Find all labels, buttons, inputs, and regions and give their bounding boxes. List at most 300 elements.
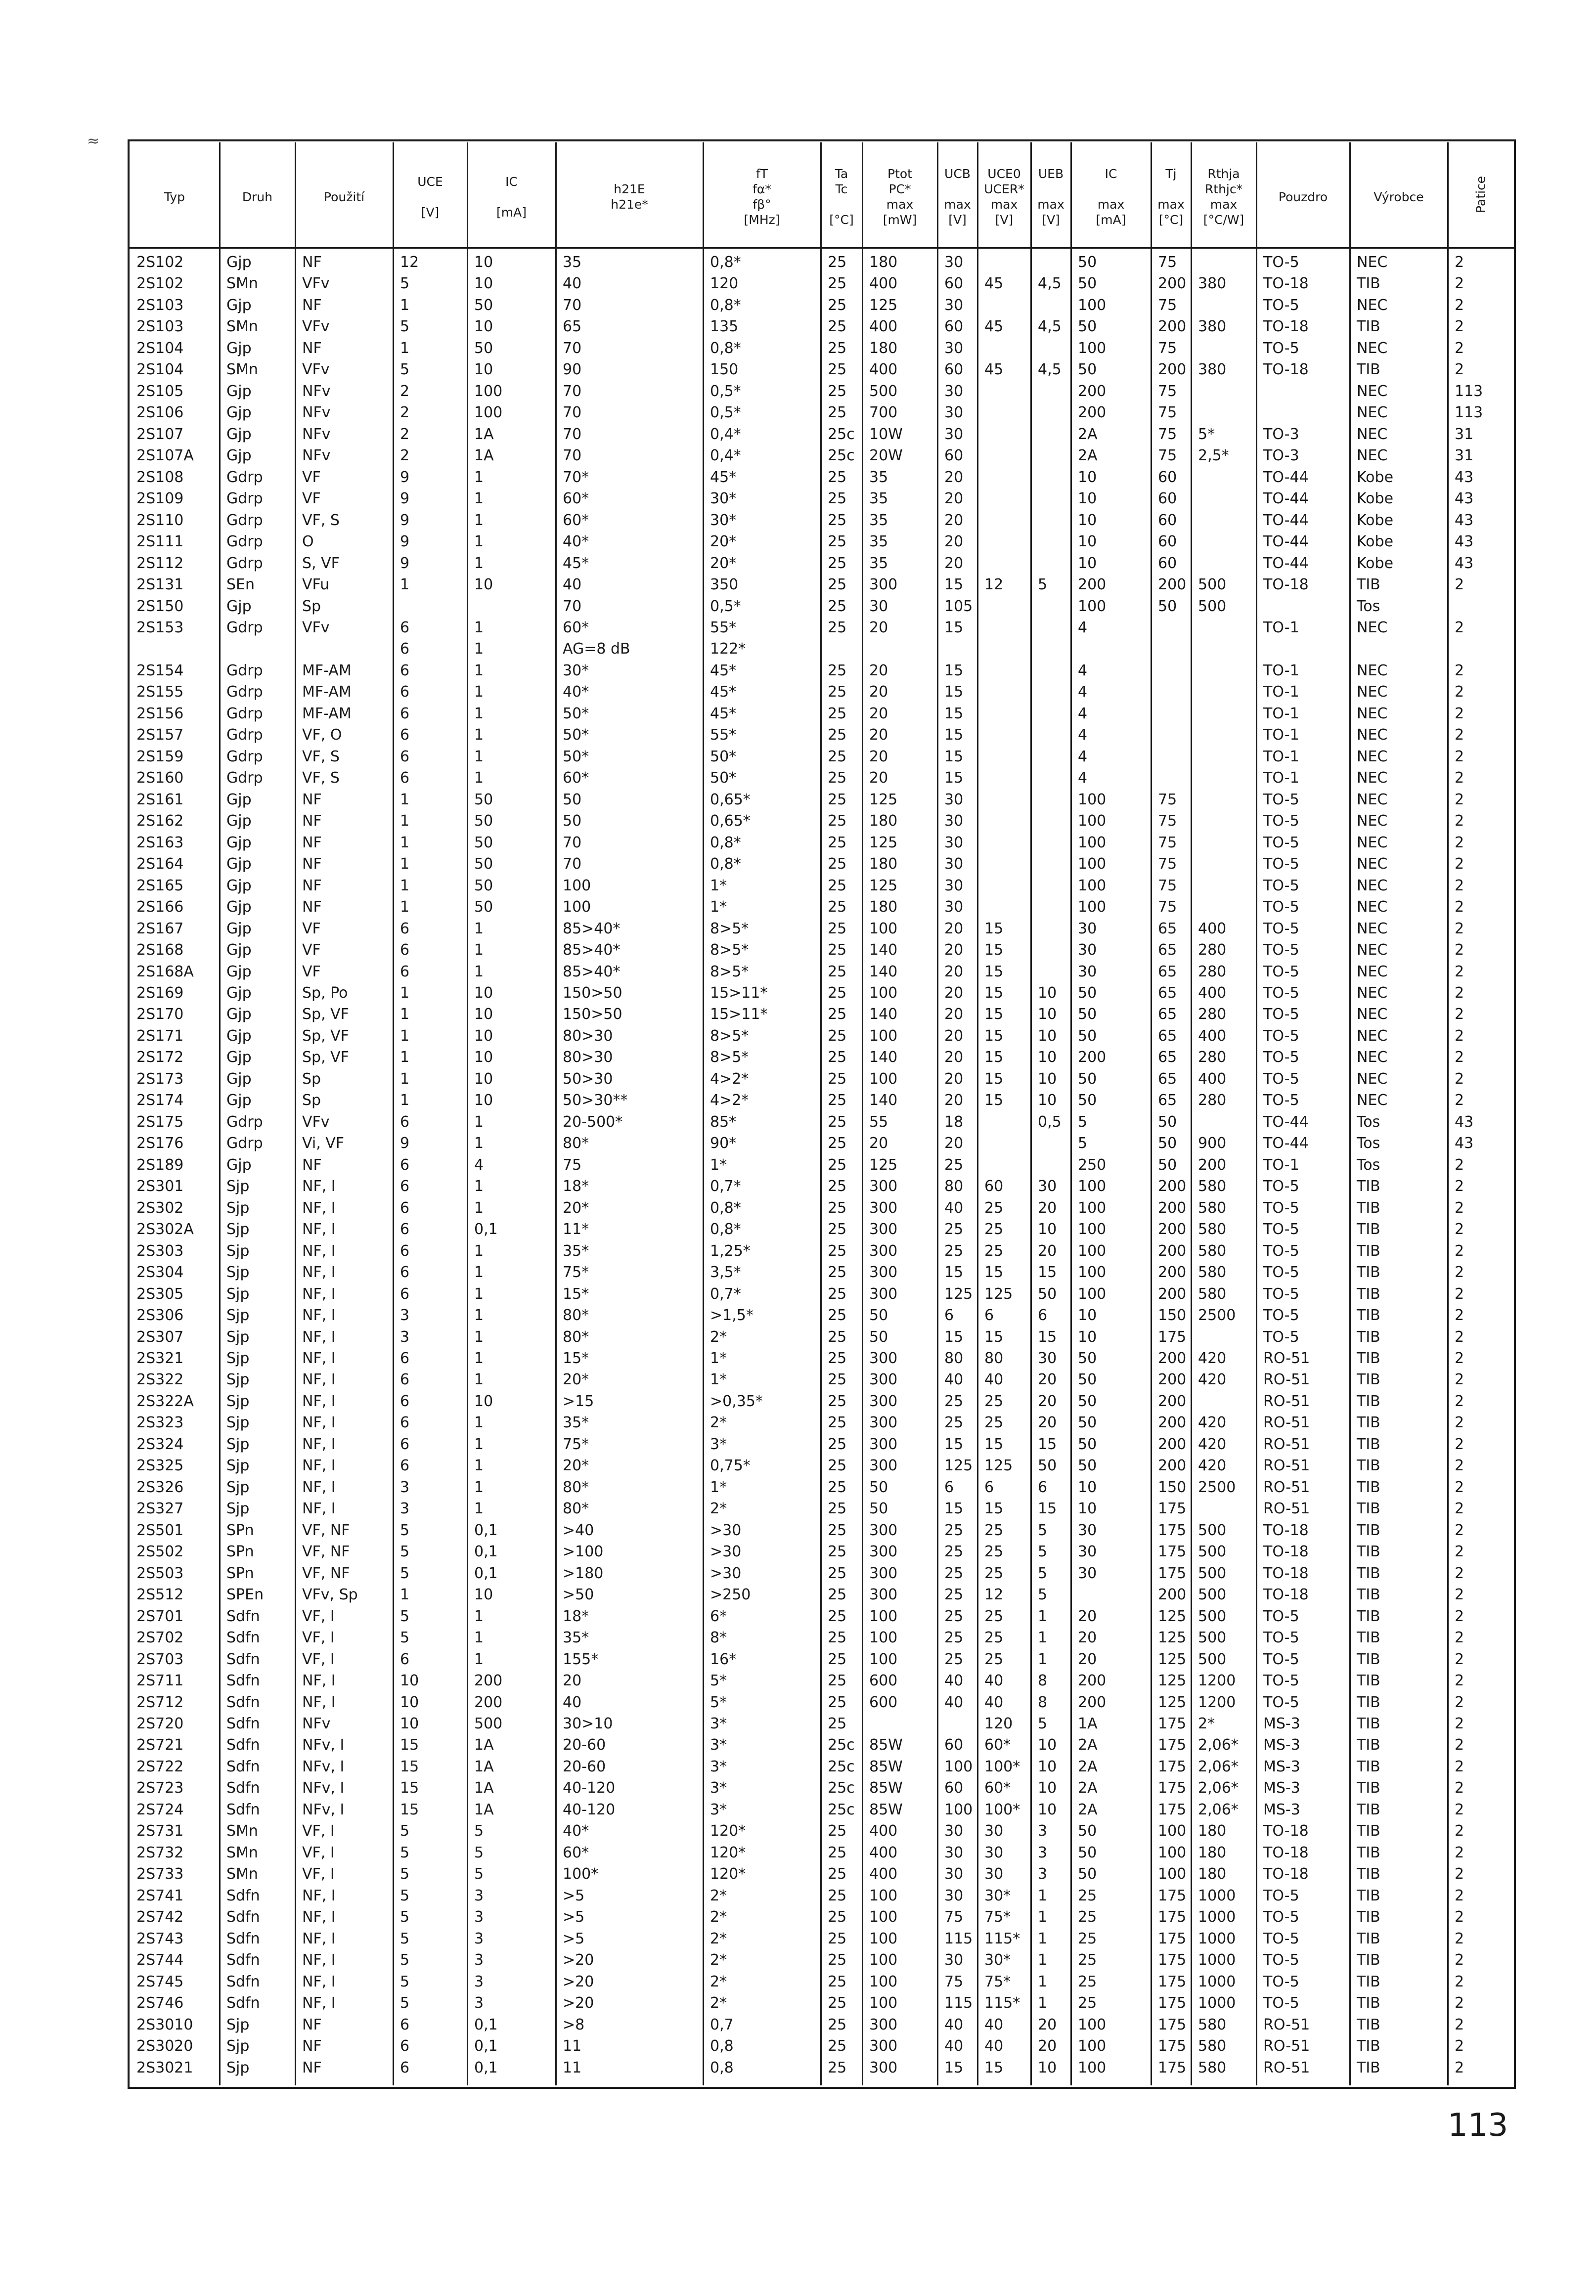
cell-patice: 2 <box>1455 1715 1464 1732</box>
cell-ic: 200 <box>474 1672 503 1690</box>
cell-ueb: 10 <box>1038 2059 1057 2076</box>
cell-ft: 1* <box>710 898 727 916</box>
cell-uce: 5 <box>400 1521 410 1539</box>
cell-ta: 25 <box>828 984 847 1002</box>
cell-ic: 1 <box>474 726 484 744</box>
cell-ta: 25 <box>828 1650 847 1668</box>
cell-icmax: 100 <box>1078 1285 1107 1303</box>
cell-rth: 400 <box>1198 1070 1227 1088</box>
cell-uce: 9 <box>400 490 410 508</box>
cell-pouziti: VFv <box>302 361 330 379</box>
cell-patice: 2 <box>1455 1178 1464 1195</box>
cell-tj: 200 <box>1158 318 1187 336</box>
cell-icmax: 100 <box>1078 791 1107 808</box>
cell-pouzdro: MS-3 <box>1263 1758 1300 1775</box>
cell-vyrobce: TIB <box>1357 1715 1380 1732</box>
cell-icmax: 250 <box>1078 1156 1107 1174</box>
cell-vyrobce: TIB <box>1357 1328 1380 1346</box>
cell-ic: 1 <box>474 490 484 508</box>
cell-druh: Gdrp <box>226 490 263 508</box>
cell-icmax: 10 <box>1078 1500 1097 1518</box>
cell-vyrobce: Tos <box>1357 1113 1380 1131</box>
cell-typ: 2S325 <box>136 1457 184 1475</box>
cell-pouziti: Sp, VF <box>302 1006 349 1023</box>
cell-uceo: 120 <box>984 1715 1013 1732</box>
cell-ic: 50 <box>474 812 493 830</box>
cell-h21: 50* <box>563 726 589 744</box>
cell-vyrobce: TIB <box>1357 1865 1380 1883</box>
cell-pouzdro: TO-5 <box>1263 920 1299 937</box>
cell-pouzdro: TO-44 <box>1263 490 1309 508</box>
cell-icmax: 200 <box>1078 1049 1107 1066</box>
cell-icmax: 4 <box>1078 726 1088 744</box>
cell-patice: 2 <box>1455 1521 1464 1539</box>
cell-h21: 20-60 <box>563 1736 606 1754</box>
cell-ptot: 100 <box>869 1951 898 1969</box>
cell-icmax: 200 <box>1078 576 1107 594</box>
cell-ic: 0,1 <box>474 1543 498 1561</box>
cell-ic: 3 <box>474 1887 484 1904</box>
cell-ic: 10 <box>474 1049 493 1066</box>
cell-tj: 50 <box>1158 1156 1177 1174</box>
cell-ucb: 18 <box>944 1113 964 1131</box>
cell-uce: 9 <box>400 468 410 486</box>
cell-ueb: 3 <box>1038 1865 1048 1883</box>
cell-patice: 2 <box>1455 339 1464 357</box>
column-header-pouziti: Použití <box>323 189 365 204</box>
cell-rth: 420 <box>1198 1414 1227 1432</box>
cell-icmax: 50 <box>1078 318 1097 336</box>
cell-typ: 2S155 <box>136 683 184 701</box>
cell-vyrobce: NEC <box>1357 1092 1388 1109</box>
cell-uce: 1 <box>400 296 410 314</box>
cell-ic: 100 <box>474 382 503 400</box>
column-rule <box>1030 142 1032 2085</box>
cell-uceo: 25 <box>984 1650 1004 1668</box>
cell-uce: 6 <box>400 1350 410 1367</box>
cell-pouziti: VF, S <box>302 748 340 765</box>
cell-patice: 2 <box>1455 683 1464 701</box>
cell-ta: 25 <box>828 1586 847 1604</box>
cell-druh: Gjp <box>226 339 252 357</box>
cell-typ: 2S167 <box>136 920 184 937</box>
cell-icmax: 2A <box>1078 1736 1098 1754</box>
cell-uceo: 15 <box>984 984 1004 1002</box>
cell-icmax: 25 <box>1078 1951 1097 1969</box>
cell-ft: 0,65* <box>710 791 751 808</box>
cell-ta: 25 <box>828 1629 847 1647</box>
cell-pouziti: NF, I <box>302 1908 336 1926</box>
cell-pouziti: VF, I <box>302 1607 335 1625</box>
cell-h21: 70 <box>563 339 582 357</box>
cell-ptot: 140 <box>869 1049 898 1066</box>
cell-pouziti: Sp, VF <box>302 1049 349 1066</box>
cell-rth: 500 <box>1198 1629 1227 1647</box>
cell-ucb: 20 <box>944 984 964 1002</box>
cell-pouzdro: TO-44 <box>1263 533 1309 551</box>
cell-ueb: 3 <box>1038 1844 1048 1861</box>
cell-ic: 10 <box>474 361 493 379</box>
cell-uceo: 60* <box>984 1779 1011 1797</box>
cell-vyrobce: NEC <box>1357 748 1388 765</box>
cell-ptot: 300 <box>869 1564 898 1582</box>
cell-ic: 1 <box>474 1264 484 1281</box>
cell-pouzdro: TO-5 <box>1263 1178 1299 1195</box>
cell-ptot: 400 <box>869 361 898 379</box>
cell-typ: 2S304 <box>136 1264 184 1281</box>
cell-uce: 6 <box>400 640 410 658</box>
cell-druh: Gjp <box>226 920 252 937</box>
cell-tj: 200 <box>1158 1221 1187 1238</box>
cell-uce: 5 <box>400 1951 410 1969</box>
cell-uce: 6 <box>400 941 410 959</box>
cell-ta: 25 <box>828 748 847 765</box>
cell-h21: 18* <box>563 1607 589 1625</box>
cell-h21: 20 <box>563 1672 582 1690</box>
column-rule <box>977 142 978 2085</box>
cell-rth: 280 <box>1198 1092 1227 1109</box>
cell-druh: Gjp <box>226 941 252 959</box>
cell-vyrobce: Tos <box>1357 597 1380 615</box>
cell-pouziti: NF <box>302 877 322 894</box>
cell-druh: Gjp <box>226 404 252 422</box>
cell-tj: 175 <box>1158 1951 1187 1969</box>
cell-ueb: 4,5 <box>1038 361 1062 379</box>
cell-uceo: 15 <box>984 1264 1004 1281</box>
cell-ft: 6* <box>710 1607 727 1625</box>
cell-ueb: 10 <box>1038 1092 1057 1109</box>
cell-ucb: 25 <box>944 1221 964 1238</box>
cell-h21: 11* <box>563 1221 589 1238</box>
cell-ft: 350 <box>710 576 739 594</box>
cell-pouzdro: TO-5 <box>1263 1328 1299 1346</box>
cell-uce: 3 <box>400 1478 410 1496</box>
cell-patice: 43 <box>1455 533 1474 551</box>
cell-pouziti: NF, I <box>302 1994 336 2012</box>
cell-icmax: 20 <box>1078 1607 1097 1625</box>
cell-ptot: 400 <box>869 1865 898 1883</box>
cell-tj: 100 <box>1158 1865 1187 1883</box>
cell-patice: 2 <box>1455 296 1464 314</box>
cell-uceo: 15 <box>984 1435 1004 1453</box>
cell-typ: 2S732 <box>136 1844 184 1861</box>
cell-ueb: 15 <box>1038 1435 1057 1453</box>
cell-vyrobce: TIB <box>1357 275 1380 293</box>
cell-uce: 6 <box>400 1392 410 1410</box>
cell-pouzdro: TO-5 <box>1263 941 1299 959</box>
cell-ucb: 25 <box>944 1586 964 1604</box>
cell-patice: 2 <box>1455 1607 1464 1625</box>
cell-icmax: 1A <box>1078 1715 1098 1732</box>
cell-patice: 2 <box>1455 1221 1464 1238</box>
column-header-uce: UCE [V] <box>417 174 443 220</box>
cell-ucb: 100 <box>944 1801 973 1818</box>
cell-patice: 113 <box>1455 382 1483 400</box>
cell-ta: 25 <box>828 791 847 808</box>
cell-pouziti: VFv <box>302 318 330 336</box>
cell-ft: 120* <box>710 1865 746 1883</box>
cell-uceo: 15 <box>984 1328 1004 1346</box>
cell-ft: 45* <box>710 662 737 679</box>
cell-pouziti: NF, I <box>302 1672 336 1690</box>
cell-ft: 2* <box>710 1930 727 1947</box>
cell-ueb: 15 <box>1038 1264 1057 1281</box>
cell-druh: Gjp <box>226 1027 252 1045</box>
cell-pouzdro: TO-5 <box>1263 984 1299 1002</box>
cell-ucb: 15 <box>944 2059 964 2076</box>
cell-ic: 5 <box>474 1822 484 1840</box>
cell-icmax: 10 <box>1078 1307 1097 1325</box>
cell-patice: 43 <box>1455 554 1474 572</box>
cell-ucb: 80 <box>944 1350 964 1367</box>
cell-tj: 65 <box>1158 920 1177 937</box>
cell-icmax: 100 <box>1078 1199 1107 1217</box>
cell-typ: 2S712 <box>136 1693 184 1711</box>
cell-ucb: 30 <box>944 898 964 916</box>
cell-icmax: 2A <box>1078 1758 1098 1775</box>
cell-vyrobce: NEC <box>1357 877 1388 894</box>
cell-pouzdro: TO-1 <box>1263 769 1299 787</box>
cell-typ: 2S322 <box>136 1371 184 1389</box>
cell-druh: SMn <box>226 1844 258 1861</box>
column-header-icmax: IC max [mA] <box>1096 167 1126 227</box>
cell-uce: 6 <box>400 1199 410 1217</box>
cell-druh: Sdfn <box>226 1951 260 1969</box>
cell-typ: 2S306 <box>136 1307 184 1325</box>
cell-uce: 1 <box>400 1092 410 1109</box>
column-header-ta: Ta Tc [°C] <box>829 167 854 227</box>
cell-ucb: 60 <box>944 361 964 379</box>
cell-ic: 0,1 <box>474 2016 498 2033</box>
cell-uce: 6 <box>400 1650 410 1668</box>
cell-h21: 65 <box>563 318 582 336</box>
cell-ic: 5 <box>474 1844 484 1861</box>
cell-h21: 75* <box>563 1264 589 1281</box>
cell-icmax: 10 <box>1078 511 1097 529</box>
cell-uceo: 6 <box>984 1478 994 1496</box>
cell-tj: 125 <box>1158 1607 1187 1625</box>
cell-druh: SMn <box>226 275 258 293</box>
cell-vyrobce: TIB <box>1357 1693 1380 1711</box>
cell-vyrobce: TIB <box>1357 1392 1380 1410</box>
cell-uce: 6 <box>400 1371 410 1389</box>
cell-h21: 80* <box>563 1328 589 1346</box>
cell-vyrobce: TIB <box>1357 1521 1380 1539</box>
cell-pouziti: NF, I <box>302 1435 336 1453</box>
cell-h21: 35 <box>563 254 582 271</box>
cell-druh: SPn <box>226 1521 254 1539</box>
cell-typ: 2S731 <box>136 1822 184 1840</box>
cell-pouziti: NF, I <box>302 1500 336 1518</box>
cell-druh: Gjp <box>226 254 252 271</box>
cell-rth: 1200 <box>1198 1672 1236 1690</box>
cell-pouzdro: TO-44 <box>1263 468 1309 486</box>
cell-h21: >5 <box>563 1887 585 1904</box>
cell-ta: 25 <box>828 1156 847 1174</box>
column-header-ucb: UCB max [V] <box>944 167 971 227</box>
cell-typ: 2S724 <box>136 1801 184 1818</box>
cell-tj: 65 <box>1158 1070 1177 1088</box>
cell-ueb: 5 <box>1038 1564 1048 1582</box>
cell-tj: 60 <box>1158 533 1177 551</box>
scan-mark: ≈ <box>87 132 100 150</box>
cell-ic: 200 <box>474 1693 503 1711</box>
cell-ptot: 300 <box>869 1264 898 1281</box>
cell-pouzdro: RO-51 <box>1263 1350 1310 1367</box>
cell-ucb: 20 <box>944 941 964 959</box>
cell-patice: 2 <box>1455 1457 1464 1475</box>
cell-h21: >20 <box>563 1973 594 1990</box>
cell-ta: 25 <box>828 404 847 422</box>
cell-uce: 5 <box>400 1887 410 1904</box>
cell-h21: 100* <box>563 1865 599 1883</box>
cell-patice: 2 <box>1455 963 1464 980</box>
cell-tj: 200 <box>1158 1350 1187 1367</box>
cell-pouzdro: TO-1 <box>1263 662 1299 679</box>
cell-patice: 2 <box>1455 1414 1464 1432</box>
cell-ta: 25 <box>828 1693 847 1711</box>
cell-typ: 2S305 <box>136 1285 184 1303</box>
cell-patice: 2 <box>1455 791 1464 808</box>
cell-ft: 3* <box>710 1758 727 1775</box>
cell-ueb: 5 <box>1038 576 1048 594</box>
column-rule <box>1447 142 1449 2085</box>
cell-ptot: 50 <box>869 1500 888 1518</box>
cell-ptot: 10W <box>869 425 903 443</box>
cell-ic: 1 <box>474 705 484 722</box>
cell-tj: 125 <box>1158 1693 1187 1711</box>
cell-h21: 80* <box>563 1307 589 1325</box>
cell-ta: 25c <box>828 1801 855 1818</box>
cell-ft: 0,7 <box>710 2016 734 2033</box>
cell-icmax: 5 <box>1078 1113 1088 1131</box>
cell-ft: 150 <box>710 361 739 379</box>
cell-patice: 2 <box>1455 1564 1464 1582</box>
cell-druh: Sdfn <box>226 1887 260 1904</box>
cell-ueb: 1 <box>1038 1908 1048 1926</box>
cell-ueb: 4,5 <box>1038 318 1062 336</box>
cell-icmax: 100 <box>1078 2016 1107 2033</box>
cell-h21: 150>50 <box>563 984 622 1002</box>
cell-ueb: 10 <box>1038 1070 1057 1088</box>
cell-h21: 70 <box>563 834 582 851</box>
column-header-pouzdro: Pouzdro <box>1278 189 1328 204</box>
cell-icmax: 50 <box>1078 1865 1097 1883</box>
cell-vyrobce: TIB <box>1357 1285 1380 1303</box>
cell-ft: 0,5* <box>710 597 741 615</box>
cell-pouziti: NFv <box>302 382 331 400</box>
cell-ptot: 20 <box>869 726 888 744</box>
cell-vyrobce: TIB <box>1357 1564 1380 1582</box>
cell-uce: 9 <box>400 533 410 551</box>
cell-typ: 2S171 <box>136 1027 184 1045</box>
cell-ueb: 20 <box>1038 1242 1057 1260</box>
cell-vyrobce: TIB <box>1357 1629 1380 1647</box>
cell-pouziti: NFv, I <box>302 1779 345 1797</box>
cell-ic: 1 <box>474 769 484 787</box>
cell-ucb: 75 <box>944 1973 964 1990</box>
cell-ucb: 40 <box>944 2016 964 2033</box>
cell-typ: 2S104 <box>136 361 184 379</box>
cell-h21: 50 <box>563 791 582 808</box>
cell-icmax: 50 <box>1078 1392 1097 1410</box>
cell-pouziti: NFv, I <box>302 1758 345 1775</box>
cell-ueb: 1 <box>1038 1973 1048 1990</box>
cell-tj: 175 <box>1158 1328 1187 1346</box>
cell-ic: 1 <box>474 1135 484 1152</box>
cell-pouziti: VFv <box>302 275 330 293</box>
cell-icmax: 25 <box>1078 1887 1097 1904</box>
cell-ta: 25 <box>828 1242 847 1260</box>
cell-rth: 180 <box>1198 1822 1227 1840</box>
cell-ta: 25 <box>828 382 847 400</box>
cell-uce: 1 <box>400 1006 410 1023</box>
cell-pouziti: NF, I <box>302 1328 336 1346</box>
cell-pouzdro: RO-51 <box>1263 1435 1310 1453</box>
column-rule <box>820 142 822 2085</box>
cell-patice: 2 <box>1455 941 1464 959</box>
cell-ucb: 60 <box>944 1779 964 1797</box>
cell-h21: 50>30** <box>563 1092 628 1109</box>
cell-typ: 2S503 <box>136 1564 184 1582</box>
cell-icmax: 100 <box>1078 877 1107 894</box>
cell-druh: Gdrp <box>226 726 263 744</box>
cell-h21: 20* <box>563 1199 589 1217</box>
cell-ueb: 3 <box>1038 1822 1048 1840</box>
column-header-druh: Druh <box>242 189 273 204</box>
cell-h21: 60* <box>563 490 589 508</box>
cell-druh: Gjp <box>226 597 252 615</box>
cell-ic: 1 <box>474 1457 484 1475</box>
cell-ft: 0,75* <box>710 1457 751 1475</box>
cell-typ: 2S702 <box>136 1629 184 1647</box>
cell-vyrobce: Tos <box>1357 1135 1380 1152</box>
cell-pouziti: VF, I <box>302 1844 335 1861</box>
cell-ueb: 5 <box>1038 1715 1048 1732</box>
cell-vyrobce: NEC <box>1357 920 1388 937</box>
cell-uce: 1 <box>400 1586 410 1604</box>
cell-tj: 100 <box>1158 1844 1187 1861</box>
cell-h21: >20 <box>563 1951 594 1969</box>
column-rule <box>1349 142 1351 2085</box>
cell-h21: 30* <box>563 662 589 679</box>
cell-h21: 50>30 <box>563 1070 613 1088</box>
cell-ptot: 50 <box>869 1307 888 1325</box>
cell-tj: 65 <box>1158 941 1177 959</box>
cell-ucb: 125 <box>944 1285 973 1303</box>
cell-pouzdro: TO-5 <box>1263 1006 1299 1023</box>
cell-rth: 580 <box>1198 2037 1227 2055</box>
cell-pouzdro: TO-44 <box>1263 554 1309 572</box>
cell-ptot: 400 <box>869 318 898 336</box>
cell-tj: 150 <box>1158 1307 1187 1325</box>
cell-ta: 25 <box>828 1564 847 1582</box>
cell-ucb: 15 <box>944 1264 964 1281</box>
cell-vyrobce: TIB <box>1357 1908 1380 1926</box>
cell-ucb: 6 <box>944 1307 954 1325</box>
cell-ft: 8* <box>710 1629 727 1647</box>
cell-vyrobce: TIB <box>1357 1672 1380 1690</box>
cell-pouziti: NF, I <box>302 1350 336 1367</box>
cell-ft: 0,8* <box>710 1199 741 1217</box>
cell-patice: 2 <box>1455 1371 1464 1389</box>
cell-icmax: 2A <box>1078 447 1098 465</box>
cell-ft: 0,8* <box>710 296 741 314</box>
cell-ic: 1A <box>474 1736 494 1754</box>
cell-ta: 25 <box>828 339 847 357</box>
cell-ft: 1* <box>710 1350 727 1367</box>
cell-ptot: 35 <box>869 554 888 572</box>
